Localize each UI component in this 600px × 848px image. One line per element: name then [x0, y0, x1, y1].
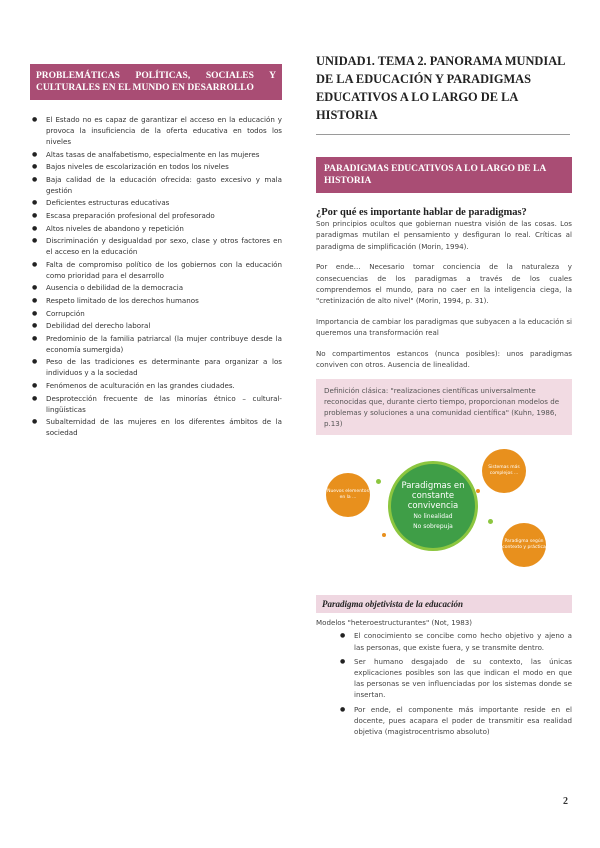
list-item: ● Ausencia o debilidad de la democracia — [46, 282, 282, 293]
bubble-label: Nuevos elementos en la ... — [327, 489, 369, 501]
page-number: 2 — [563, 796, 568, 807]
list-item: ● Altos niveles de abandono y repetición — [46, 223, 282, 234]
definition-text: Definición clásica: "realizaciones científicas universalmente reconocidas que, durante cierto tiempo, proporcionan modelos de problemas y soluciones a una comunidad científica" (Kuhn, 1986, p.13) — [324, 386, 560, 429]
models-intro: Modelos "heteroestructurantes" (Not, 1983) — [316, 618, 473, 628]
list-item: ● El conocimiento se concibe como hecho objetivo y ajeno a las personas, que existe fuera, y se transmite dentro. — [354, 630, 572, 652]
diagram-bubble-main — [388, 461, 478, 551]
list-item: ● Altas tasas de analfabetismo, especialmente en las mujeres — [46, 149, 282, 160]
bubble-label: Sistemas más complejos ... — [488, 465, 520, 477]
paradigms-section-banner: PARADIGMAS EDUCATIVOS A LO LARGO DE LA HISTORIA — [316, 157, 572, 193]
objectivist-paradigm-heading: Paradigma objetivista de la educación — [316, 595, 572, 613]
paragraph: Son principios ocultos que gobiernan nuestra visión de las cosas. Los paradigmas mutilan el pensamiento y desfiguran lo real. Críticas al paradigma de simplificación (Morin, 1994). — [316, 219, 572, 251]
paragraph: No compartimentos estancos (nunca posibles): unos paradigmas conviven con otros. Ausencia de linealidad. — [316, 348, 572, 370]
problems-list — [30, 114, 282, 438]
list-item: ● Corrupción — [46, 308, 282, 319]
definition-callout — [316, 379, 572, 435]
bubble-title-line: constante — [411, 491, 455, 502]
list-item: ● Discriminación y desigualdad por sexo, clase y otros factores en el acceso en la educación — [46, 235, 282, 257]
decorative-dot — [476, 489, 480, 493]
bubble-title-line: convivencia — [407, 501, 459, 512]
list-item: ● Subalternidad de las mujeres en los diferentes ámbitos de la sociedad — [46, 416, 282, 438]
bubble-subtitle: No linealidad — [413, 513, 453, 521]
list-item: ● Peso de las tradiciones es determinante para organizar a los individuos y a la sociedad — [46, 356, 282, 378]
list-item: ● Falta de compromiso político de los gobiernos con la educación como prioridad para el desarrollo — [46, 259, 282, 281]
left-column — [30, 64, 282, 440]
list-item: ● Bajos niveles de escolarización en todos los niveles — [46, 161, 282, 172]
list-item: ● Fenómenos de aculturación en las grandes ciudades. — [46, 380, 282, 391]
objectivist-list — [316, 630, 572, 737]
diagram-bubble-bottom-right — [502, 523, 546, 567]
list-item: ● Deficientes estructuras educativas — [46, 197, 282, 208]
list-item: ● Desprotección frecuente de las minorías étnico – cultural-lingüísticas — [46, 393, 282, 415]
paragraph: Importancia de cambiar los paradigmas que subyacen a la educación si queremos una transformación real — [316, 316, 572, 338]
diagram-bubble-left — [326, 473, 370, 517]
decorative-dot — [382, 533, 386, 537]
list-item: ● Ser humano desgajado de su contexto, las únicas explicaciones posibles son las que indican el modo en que las personas se ven influenciadas por los sistemas donde se insertan. — [354, 656, 572, 701]
list-item: ● Debilidad del derecho laboral — [46, 320, 282, 331]
left-section-banner: PROBLEMÁTICAS POLÍTICAS, SOCIALES Y CULTURALES EN EL MUNDO EN DESARROLLO — [30, 64, 282, 100]
list-item: ● Por ende, el componente más importante reside en el docente, pues acapara el poder de transmitir esa realidad objetiva (magistrocentrismo absoluto) — [354, 704, 572, 738]
bubble-title-line: Paradigmas en — [401, 481, 465, 492]
document-title: UNIDAD1. TEMA 2. PANORAMA MUNDIAL DE LA EDUCACIÓN Y PARADIGMAS EDUCATIVOS A LO LARGO DE LA HISTORIA — [316, 54, 565, 122]
list-item: ● Respeto limitado de los derechos humanos — [46, 295, 282, 306]
decorative-dot — [488, 519, 493, 524]
list-item: ● El Estado no es capaz de garantizar el acceso en la educación y provoca la insuficiencia de la oferta educativa en todos los niveles — [46, 114, 282, 147]
title-divider — [316, 134, 570, 135]
list-item: ● Escasa preparación profesional del profesorado — [46, 210, 282, 221]
list-item: ● Predominio de la familia patriarcal (la mujer contribuye desde la economía sumergida) — [46, 333, 282, 355]
diagram-bubble-top-right — [482, 449, 526, 493]
section-question: ¿Por qué es importante hablar de paradigmas? — [316, 207, 527, 218]
paradigms-diagram — [316, 449, 572, 577]
right-column — [316, 52, 572, 740]
paragraph: Por ende… Necesario tomar conciencia de la naturaleza y consecuencias de los paradigmas a través de los cuales comprendemos el mundo, para no caer en la inteligencia ciega, la "cretinización de alto nivel" (Morin, 1994, p. 31). — [316, 262, 572, 306]
bubble-label: Paradigma según contexto y práctica — [502, 539, 546, 551]
list-item: ● Baja calidad de la educación ofrecida: gasto excesivo y mala gestión — [46, 174, 282, 196]
decorative-dot — [376, 479, 381, 484]
bubble-subtitle: No sobrepuja — [413, 523, 453, 531]
